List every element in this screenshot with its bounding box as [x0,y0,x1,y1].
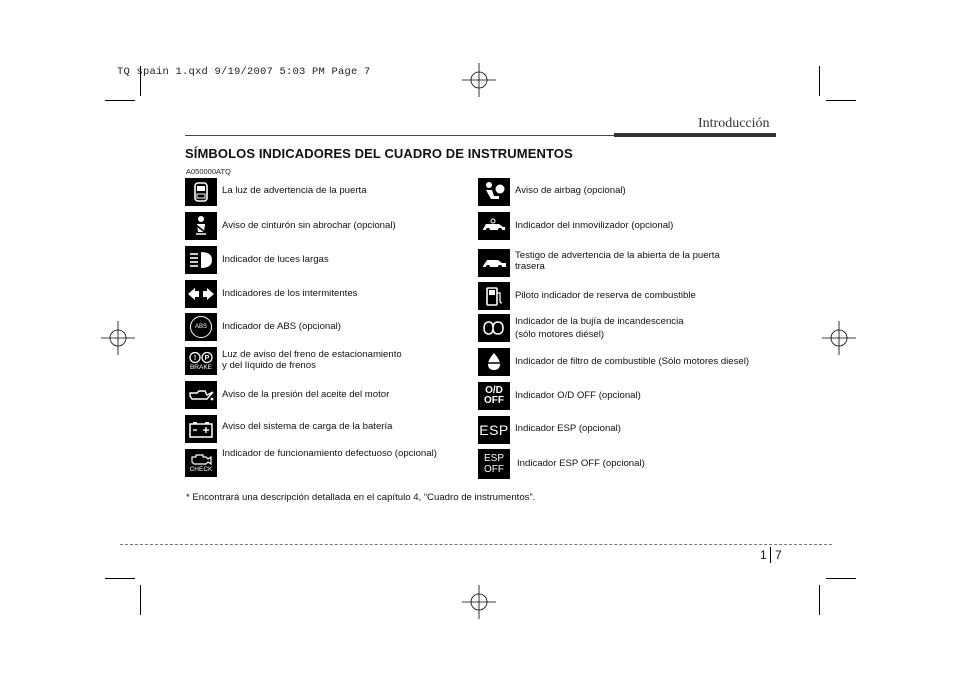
od-off-icon-text: OFF [484,395,504,406]
indicator-label: Aviso de cinturón sin abrochar (opcional) [222,220,396,231]
header-rule [185,135,615,136]
brake-icon-text: BRAKE [189,364,213,371]
indicator-label: Aviso de la presión del aceite del motor [222,389,390,400]
indicator-label: Indicador del inmovilizador (opcional) [515,220,674,231]
svg-text:P: P [204,355,210,362]
document-code: A050000ATQ [186,167,231,176]
indicator-label-line2: trasera [515,261,545,272]
brake-icon [185,347,217,375]
crop-mark [105,578,135,579]
indicator-label: Luz de aviso del freno de estacionamiento [222,349,402,360]
immobilizer-icon [478,212,510,240]
door-icon [185,178,217,206]
indicator-label: Indicador de luces largas [222,254,329,265]
high-beam-icon [185,246,217,274]
airbag-icon [478,178,510,206]
registration-mark-icon [822,321,856,355]
section-title: Introducción [698,116,770,131]
page-title: SÍMBOLOS INDICADORES DEL CUADRO DE INSTRUMENTOS [185,146,573,161]
crop-mark [140,585,141,615]
indicator-label: Indicador de la bujía de incandescencia [515,316,684,327]
registration-mark-icon [462,585,496,619]
glow-plug-icon [478,314,510,342]
abs-icon [185,313,217,341]
od-icon-text: O/D [485,385,503,396]
indicator-label: Indicador ESP (opcional) [515,423,621,434]
indicator-label: Piloto indicador de reserva de combustible [515,290,696,301]
esp-icon [478,416,510,444]
battery-icon [185,415,217,443]
crop-mark [826,100,856,101]
indicator-label: Indicadores de los intermitentes [222,288,358,299]
check-engine-icon [185,449,217,477]
indicator-label-line2: y del líquido de frenos [222,360,316,371]
trunk-open-icon [478,249,510,277]
turn-signal-icon [185,280,217,308]
fuel-filter-icon [478,348,510,376]
footnote: * Encontrará una descripción detallada en el capítulo 4, “Cuadro de instrumentos”. [186,492,536,503]
registration-mark-icon [462,63,496,97]
crop-mark [105,100,135,101]
fuel-icon [478,282,510,310]
esp-icon-text: ESP [479,422,509,438]
page-number: 7 [775,548,782,562]
footer-divider [120,544,832,545]
od-off-icon [478,382,510,410]
check-icon-text: CHECK [189,465,213,473]
chapter-number: 1 [760,548,767,562]
crop-mark [819,66,820,96]
abs-icon-text: ABS [194,324,207,330]
indicator-label: Testigo de advertencia de la abierta de la puerta [515,250,720,261]
indicator-label: Indicador ESP OFF (opcional) [517,458,645,469]
indicator-label: Indicador de filtro de combustible (Sólo motores diesel) [515,356,750,367]
svg-text:!: ! [193,355,197,362]
seatbelt-icon [185,212,217,240]
indicator-label: Indicador de funcionamiento defectuoso (opcional) [222,448,437,459]
crop-mark [826,578,856,579]
header-rule-bar [614,133,776,137]
indicator-label-line2: (sólo motores diésel) [515,329,605,340]
esp-off-icon-text: ESP [483,453,504,464]
indicator-label: Indicador O/D OFF (opcional) [515,390,641,401]
esp-off-icon-text2: OFF [484,464,504,475]
registration-mark-icon [101,321,135,355]
esp-off-icon [478,449,510,479]
crop-mark [819,585,820,615]
oil-pressure-icon [185,381,217,409]
indicator-label: La luz de advertencia de la puerta [222,185,367,196]
print-slug: TQ spain 1.qxd 9/19/2007 5:03 PM Page 7 [117,66,371,78]
indicator-label: Aviso del sistema de carga de la batería [222,421,393,432]
indicator-label: Aviso de airbag (opcional) [515,185,626,196]
page-number-separator [770,547,771,563]
indicator-label: Indicador de ABS (opcional) [222,321,341,332]
